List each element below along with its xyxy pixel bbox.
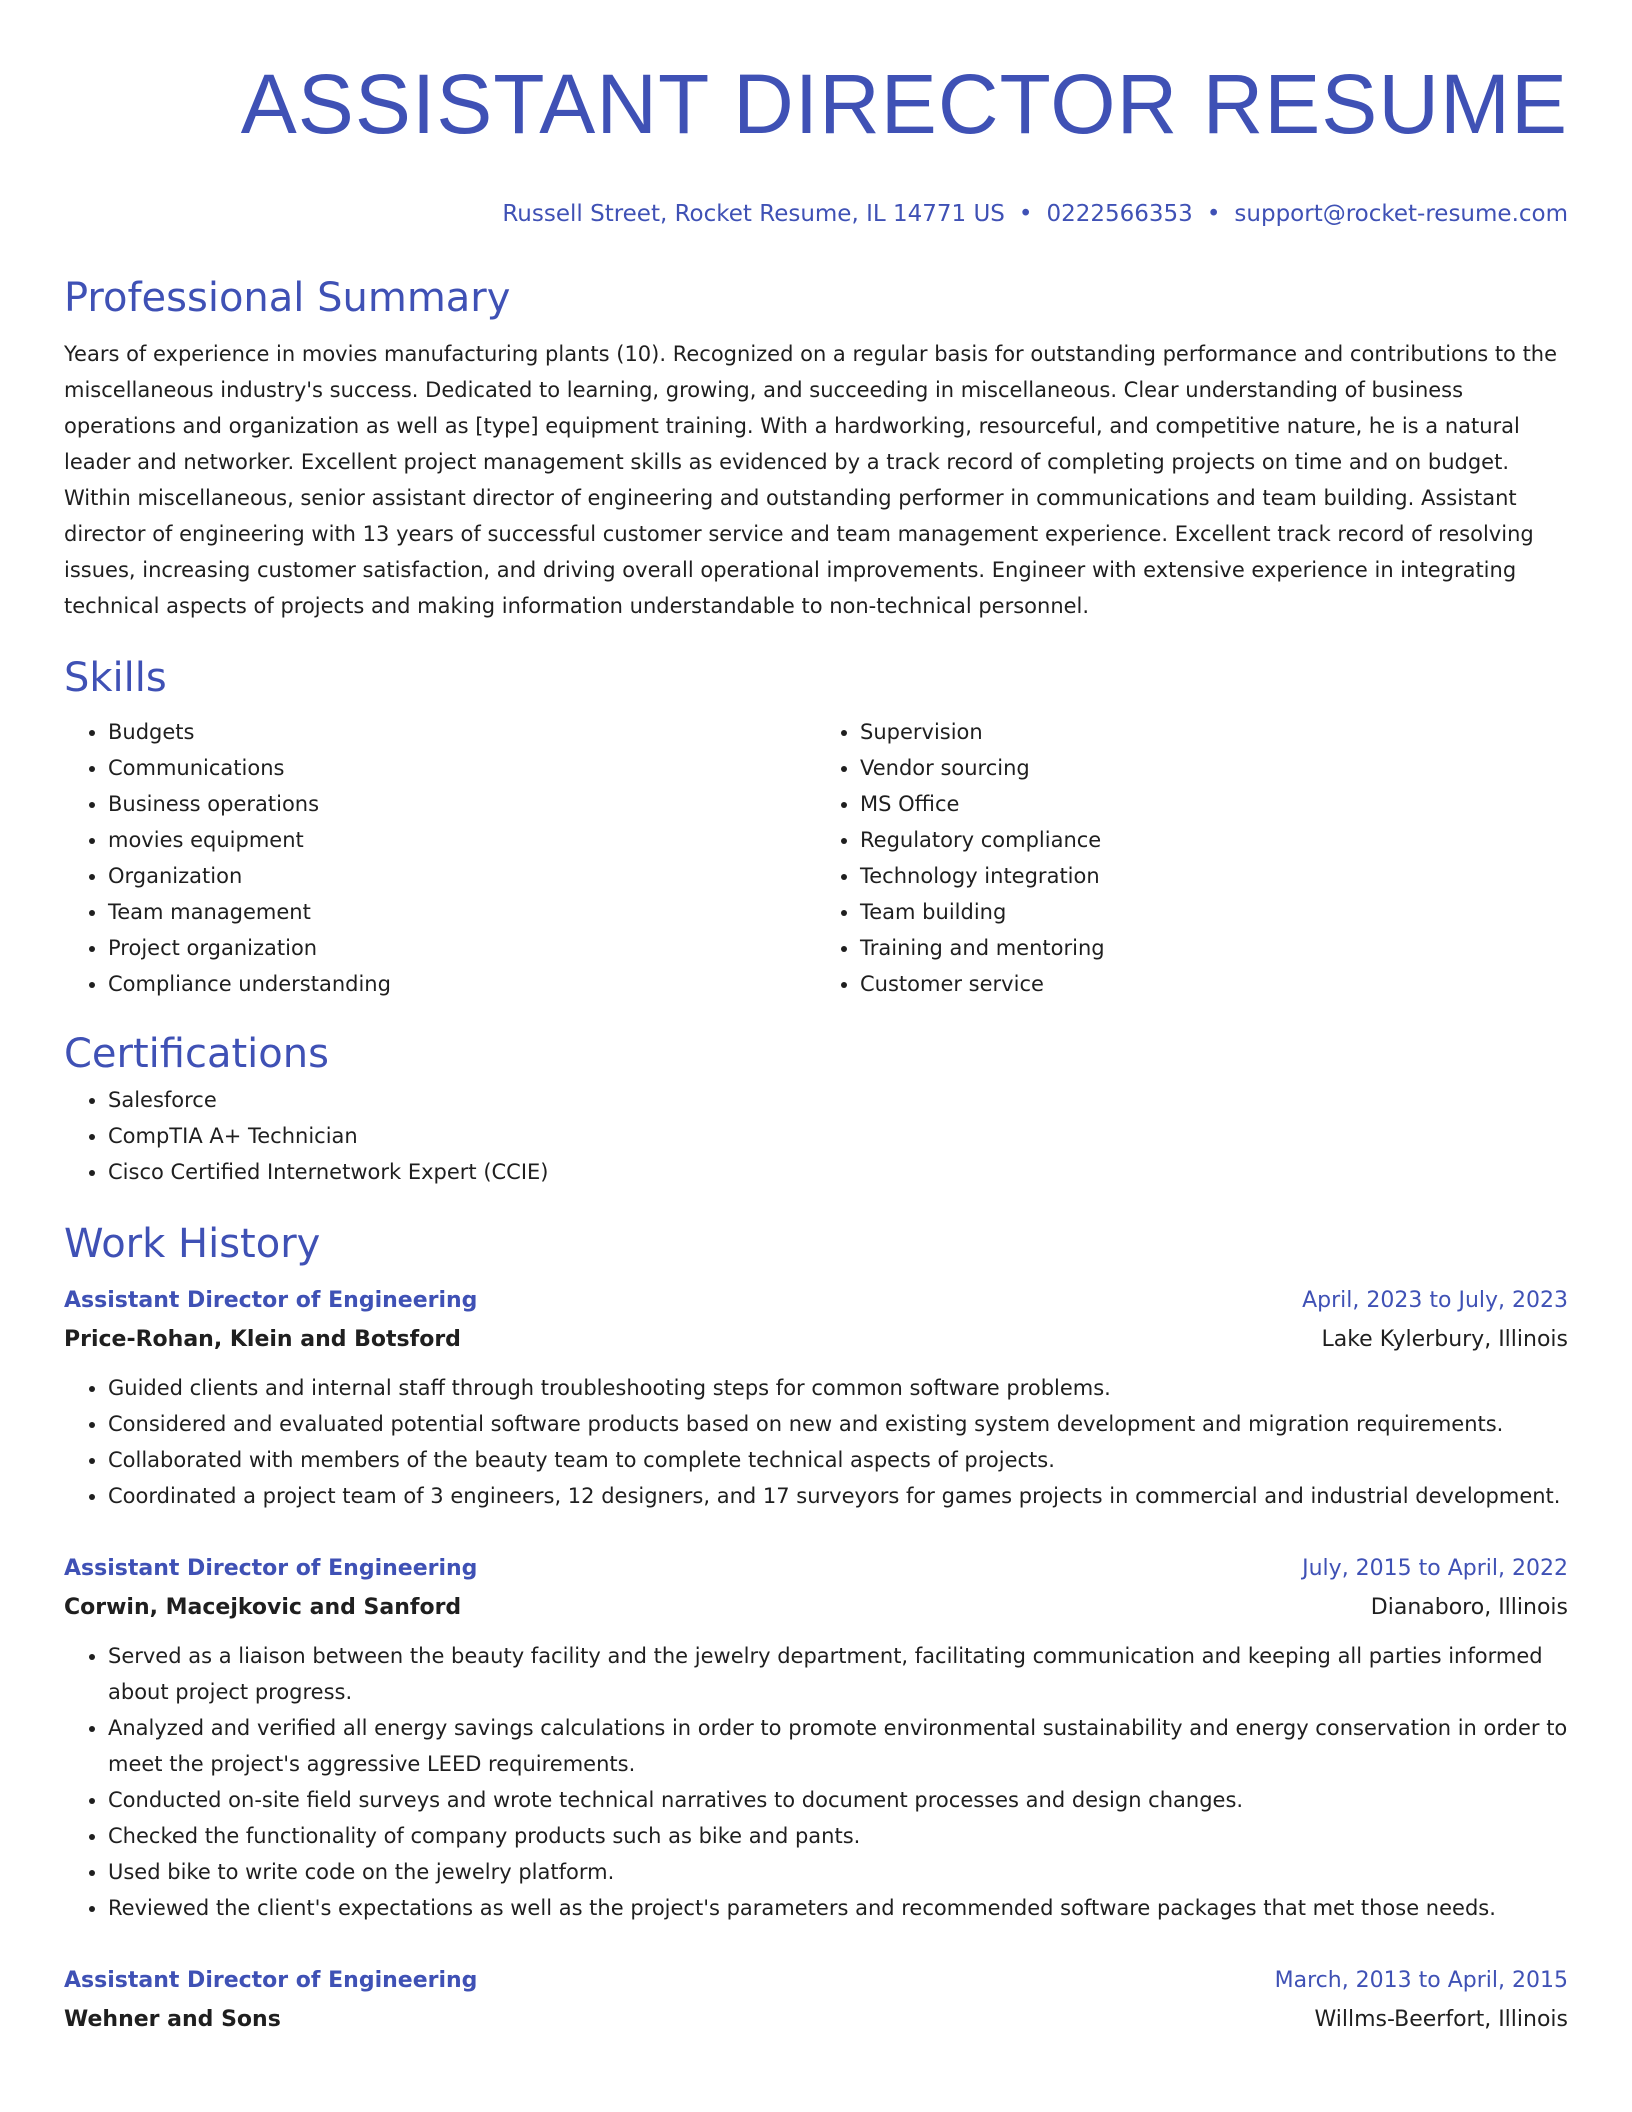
resume-title: ASSISTANT DIRECTOR RESUME bbox=[240, 57, 1568, 151]
certifications-heading: Certifications bbox=[64, 1031, 329, 1077]
contact-address: Russell Street, Rocket Resume, IL 14771 US bbox=[502, 201, 1005, 227]
skill-item: • Vendor sourcing bbox=[860, 750, 1568, 786]
skill-item: • Project organization bbox=[108, 930, 816, 966]
job-company-row bbox=[64, 1320, 1568, 1360]
summary-text: Years of experience in movies manufacturing plants (10). Recognized on a regular basis for outstanding performance and contributions to the miscellaneous industry's success. Dedicated to learning, growing, and succeeding in miscellaneous. Clear understanding of business operations and organization as well as [type] equipment training. With a hardworking, resourceful, and competitive nature, he is a natural leader and networker. Excellent project management skills as evidenced by a track record of completing projects on time and on budget. Within miscellaneous, senior assistant director of engineering and outstanding performer in communications and team building. Assistant director of engineering with 13 years of successful customer service and team management experience. Excellent track record of resolving issues, increasing customer satisfaction, and driving overall operational improvements. Engineer with extensive experience in integrating technical aspects of projects and making information understandable to non-technical personnel. bbox=[64, 342, 1558, 618]
job-location: Dianaboro, Illinois bbox=[1370, 1595, 1568, 1620]
job-bullet: • Checked the functionality of company products such as bike and pants. bbox=[108, 1818, 1568, 1854]
job-entry bbox=[64, 1550, 1568, 1926]
skill-item: • MS Office bbox=[860, 786, 1568, 822]
certification-item: • CompTIA A+ Technician bbox=[108, 1118, 1568, 1154]
job-dates: April, 2023 to July, 2023 bbox=[1302, 1288, 1568, 1313]
job-title-row bbox=[64, 1962, 1568, 2000]
job-company: Price-Rohan, Klein and Botsford bbox=[64, 1327, 461, 1352]
skill-item: • Communications bbox=[108, 750, 816, 786]
job-company: Wehner and Sons bbox=[64, 2007, 281, 2032]
skill-item: • Team management bbox=[108, 894, 816, 930]
contact-separator: • bbox=[1018, 201, 1033, 227]
skill-item: • Budgets bbox=[108, 714, 816, 750]
job-title: Assistant Director of Engineering bbox=[64, 1556, 478, 1581]
skill-item: • Compliance understanding bbox=[108, 966, 816, 1002]
job-bullet: • Coordinated a project team of 3 engineers, 12 designers, and 17 surveyors for games projects in commercial and industrial development. bbox=[108, 1478, 1568, 1514]
job-bullets bbox=[64, 1370, 1568, 1514]
job-company-row bbox=[64, 2000, 1568, 2040]
job-title: Assistant Director of Engineering bbox=[64, 1968, 478, 1993]
job-bullet: • Used bike to write code on the jewelry platform. bbox=[108, 1854, 1568, 1890]
skill-item: • Supervision bbox=[860, 714, 1568, 750]
contact-separator: • bbox=[1206, 201, 1221, 227]
job-title-row bbox=[64, 1550, 1568, 1588]
contact-email: support@rocket-resume.com bbox=[1234, 201, 1568, 227]
job-entry bbox=[64, 1282, 1568, 1514]
job-entry bbox=[64, 1962, 1568, 2040]
job-bullet: • Analyzed and verified all energy savings calculations in order to promote environmental sustainability and energy conservation in order to meet the project's aggressive LEED requirements. bbox=[108, 1710, 1568, 1782]
work-history-heading: Work History bbox=[64, 1221, 321, 1267]
skill-item: • Regulatory compliance bbox=[860, 822, 1568, 858]
job-company: Corwin, Macejkovic and Sanford bbox=[64, 1595, 462, 1620]
job-bullets bbox=[64, 1638, 1568, 1926]
skill-item: • Technology integration bbox=[860, 858, 1568, 894]
job-bullet: • Guided clients and internal staff through troubleshooting steps for common software problems. bbox=[108, 1370, 1568, 1406]
contact-line bbox=[64, 198, 1568, 230]
job-bullet: • Collaborated with members of the beauty team to complete technical aspects of projects. bbox=[108, 1442, 1568, 1478]
skills-list-left bbox=[64, 714, 816, 1002]
job-title: Assistant Director of Engineering bbox=[64, 1288, 478, 1313]
skills-list-right bbox=[816, 714, 1568, 1002]
job-location: Willms-Beerfort, Illinois bbox=[1314, 2007, 1568, 2032]
skill-item: • Training and mentoring bbox=[860, 930, 1568, 966]
contact-phone: 0222566353 bbox=[1046, 201, 1193, 227]
skill-item: • Organization bbox=[108, 858, 816, 894]
job-bullet: • Conducted on-site field surveys and wrote technical narratives to document processes and design changes. bbox=[108, 1782, 1568, 1818]
certification-item: • Cisco Certified Internetwork Expert (CCIE) bbox=[108, 1154, 1568, 1190]
skill-item: • movies equipment bbox=[108, 822, 816, 858]
skills-grid bbox=[64, 714, 1568, 1002]
skill-item: • Team building bbox=[860, 894, 1568, 930]
job-bullet: • Considered and evaluated potential software products based on new and existing system development and migration requirements. bbox=[108, 1406, 1568, 1442]
job-dates: March, 2013 to April, 2015 bbox=[1274, 1968, 1568, 1993]
summary-heading: Professional Summary bbox=[64, 275, 511, 321]
job-company-row bbox=[64, 1588, 1568, 1628]
job-location: Lake Kylerbury, Illinois bbox=[1321, 1327, 1568, 1352]
job-title-row bbox=[64, 1282, 1568, 1320]
certifications-list bbox=[64, 1082, 1568, 1190]
skill-item: • Business operations bbox=[108, 786, 816, 822]
job-dates: July, 2015 to April, 2022 bbox=[1302, 1556, 1568, 1581]
skill-item: • Customer service bbox=[860, 966, 1568, 1002]
job-bullet: • Served as a liaison between the beauty facility and the jewelry department, facilitating communication and keeping all parties informed about project progress. bbox=[108, 1638, 1568, 1710]
job-bullet: • Reviewed the client's expectations as well as the project's parameters and recommended software packages that met those needs. bbox=[108, 1890, 1568, 1926]
skills-heading: Skills bbox=[64, 655, 167, 701]
certification-item: • Salesforce bbox=[108, 1082, 1568, 1118]
